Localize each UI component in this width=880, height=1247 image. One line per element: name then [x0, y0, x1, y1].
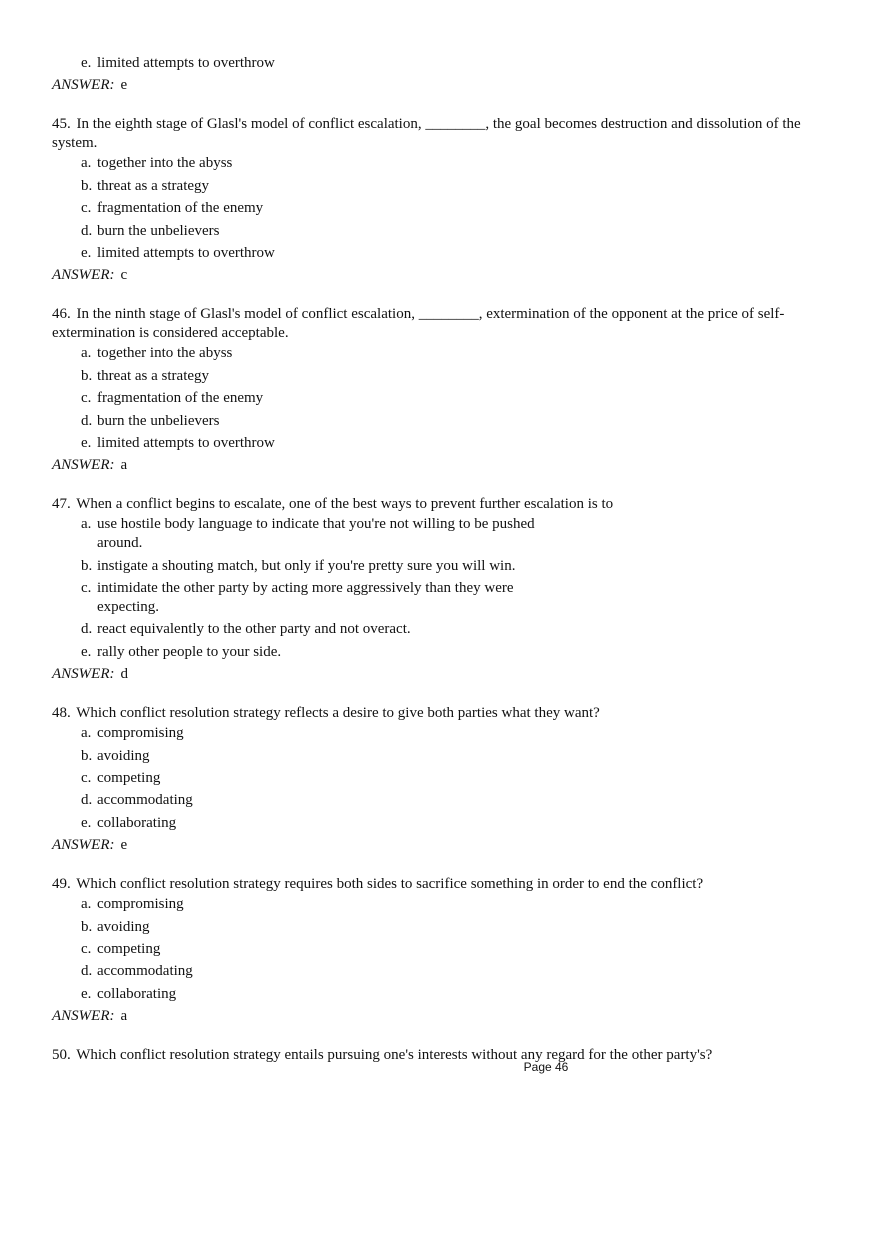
option-item — [81, 389, 828, 408]
option-letter: c. — [81, 940, 92, 957]
option-text: avoiding — [97, 918, 150, 935]
option-text: rally other people to your side. — [97, 643, 282, 660]
question-number: 47. — [52, 496, 71, 513]
question-stem — [52, 704, 828, 723]
answer-line — [52, 456, 828, 475]
option-text: compromising — [97, 896, 184, 913]
answer-line — [52, 266, 828, 285]
option-item — [81, 344, 828, 363]
option-letter: a. — [81, 345, 92, 362]
previous-question-tail — [52, 54, 828, 95]
option-item — [81, 412, 828, 431]
question-stem — [52, 495, 828, 514]
option-item — [81, 985, 828, 1004]
option-text: react equivalently to the other party and not overact. — [97, 621, 411, 638]
option-text: together into the abyss — [97, 155, 233, 172]
question-text: In the eighth stage of Glasl's model of conflict escalation, ________, the goal becomes destruction and dissolution of the system. — [52, 116, 801, 152]
question-number: 45. — [52, 116, 71, 133]
option-item — [81, 814, 828, 833]
option-letter: c. — [81, 390, 92, 407]
option-letter: b. — [81, 557, 93, 574]
question-number: 50. — [52, 1047, 71, 1064]
option-letter: d. — [81, 792, 93, 809]
option-text: burn the unbelievers — [97, 412, 220, 429]
option-text: collaborating — [97, 985, 177, 1002]
option-item — [81, 177, 828, 196]
question-block — [52, 875, 828, 1026]
question-list — [52, 115, 828, 1026]
option-letter: e. — [81, 244, 92, 261]
option-item — [81, 724, 828, 743]
question-block — [52, 495, 828, 684]
question-number: 48. — [52, 705, 71, 722]
question-text: Which conflict resolution strategy requires both sides to sacrifice something in order to end the conflict? — [76, 876, 704, 893]
question-stem — [52, 875, 828, 894]
option-text: fragmentation of the enemy — [97, 390, 264, 407]
option-letter: c. — [81, 580, 92, 597]
answer-label: ANSWER: — [52, 837, 115, 854]
option-item — [81, 769, 828, 788]
option-letter: b. — [81, 747, 93, 764]
option-letter: d. — [81, 412, 93, 429]
option-item — [81, 895, 828, 914]
option-letter: e. — [81, 643, 92, 660]
option-letter: c. — [81, 770, 92, 787]
option-letter: d. — [81, 963, 93, 980]
option-item — [81, 154, 828, 173]
option-item — [81, 222, 828, 241]
question-block — [52, 115, 828, 285]
option-item — [81, 940, 828, 959]
option-text: competing — [97, 770, 161, 787]
option-text: threat as a strategy — [97, 177, 210, 194]
option-letter: a. — [81, 155, 92, 172]
option-item — [81, 367, 828, 386]
document-body — [52, 54, 828, 1066]
question-stem — [52, 305, 828, 343]
option-item — [81, 747, 828, 766]
answer-value: e — [120, 837, 128, 854]
option-text: accommodating — [97, 792, 193, 809]
option-text: limited attempts to overthrow — [97, 244, 275, 261]
answer-line — [52, 76, 828, 95]
option-letter: e. — [81, 985, 92, 1002]
option-text: fragmentation of the enemy — [97, 200, 264, 217]
question-block — [52, 704, 828, 855]
option-item — [81, 620, 828, 639]
option-item — [81, 515, 828, 553]
question-text: Which conflict resolution strategy entails pursuing one's interests without any regard for the other party's? — [76, 1047, 713, 1064]
option-letter: d. — [81, 222, 93, 239]
answer-label: ANSWER: — [52, 77, 115, 94]
answer-line — [52, 836, 828, 855]
answer-label: ANSWER: — [52, 267, 115, 284]
option-text: burn the unbelievers — [97, 222, 220, 239]
option-text: threat as a strategy — [97, 367, 210, 384]
option-item — [81, 244, 828, 263]
option-letter: a. — [81, 896, 92, 913]
option-text: limited attempts to overthrow — [97, 55, 275, 71]
answer-label: ANSWER: — [52, 1008, 115, 1025]
option-text: avoiding — [97, 747, 150, 764]
option-item — [81, 579, 828, 617]
option-item — [81, 434, 828, 453]
option-letter: e. — [81, 434, 92, 451]
option-letter: a. — [81, 516, 92, 533]
answer-line — [52, 1007, 828, 1026]
page-footer — [0, 1060, 880, 1074]
option-letter: d. — [81, 621, 93, 638]
option-text: together into the abyss — [97, 345, 233, 362]
option-letter: b. — [81, 367, 93, 384]
option-item — [81, 557, 828, 576]
option-text: compromising — [97, 725, 184, 742]
option-item — [81, 199, 828, 218]
option-letter: b. — [81, 918, 93, 935]
option-item — [81, 643, 828, 662]
option-text: accommodating — [97, 963, 193, 980]
answer-label: ANSWER: — [52, 457, 115, 474]
option-item — [81, 54, 828, 73]
option-letter: a. — [81, 725, 92, 742]
answer-value: d — [120, 666, 128, 683]
option-text: limited attempts to overthrow — [97, 434, 275, 451]
option-text: intimidate the other party by acting more aggressively than they were expecting. — [97, 580, 514, 616]
answer-line — [52, 665, 828, 684]
question-text: Which conflict resolution strategy reflects a desire to give both parties what they want? — [76, 705, 600, 722]
option-item — [81, 791, 828, 810]
option-text: collaborating — [97, 814, 177, 831]
page-number: Page 46 — [523, 1060, 569, 1074]
option-item — [81, 918, 828, 937]
answer-label: ANSWER: — [52, 666, 115, 683]
option-text: instigate a shouting match, but only if you're pretty sure you will win. — [97, 557, 516, 574]
question-block — [52, 305, 828, 475]
option-letter: c. — [81, 200, 92, 217]
option-letter: e. — [81, 814, 92, 831]
option-letter: e. — [81, 55, 92, 71]
question-stem — [52, 115, 828, 153]
question-text: In the ninth stage of Glasl's model of conflict escalation, ________, extermination of the opponent at the price of self-extermination is considered acceptable. — [52, 306, 785, 342]
option-letter: b. — [81, 177, 93, 194]
question-text: When a conflict begins to escalate, one of the best ways to prevent further escalation is to — [76, 496, 614, 513]
answer-value: e — [120, 77, 128, 94]
answer-value: c — [120, 267, 128, 284]
option-text: competing — [97, 940, 161, 957]
option-text: use hostile body language to indicate that you're not willing to be pushed around. — [97, 516, 535, 552]
question-number: 49. — [52, 876, 71, 893]
option-item — [81, 962, 828, 981]
question-number: 46. — [52, 306, 71, 323]
answer-value: a — [120, 1008, 128, 1025]
answer-value: a — [120, 457, 128, 474]
